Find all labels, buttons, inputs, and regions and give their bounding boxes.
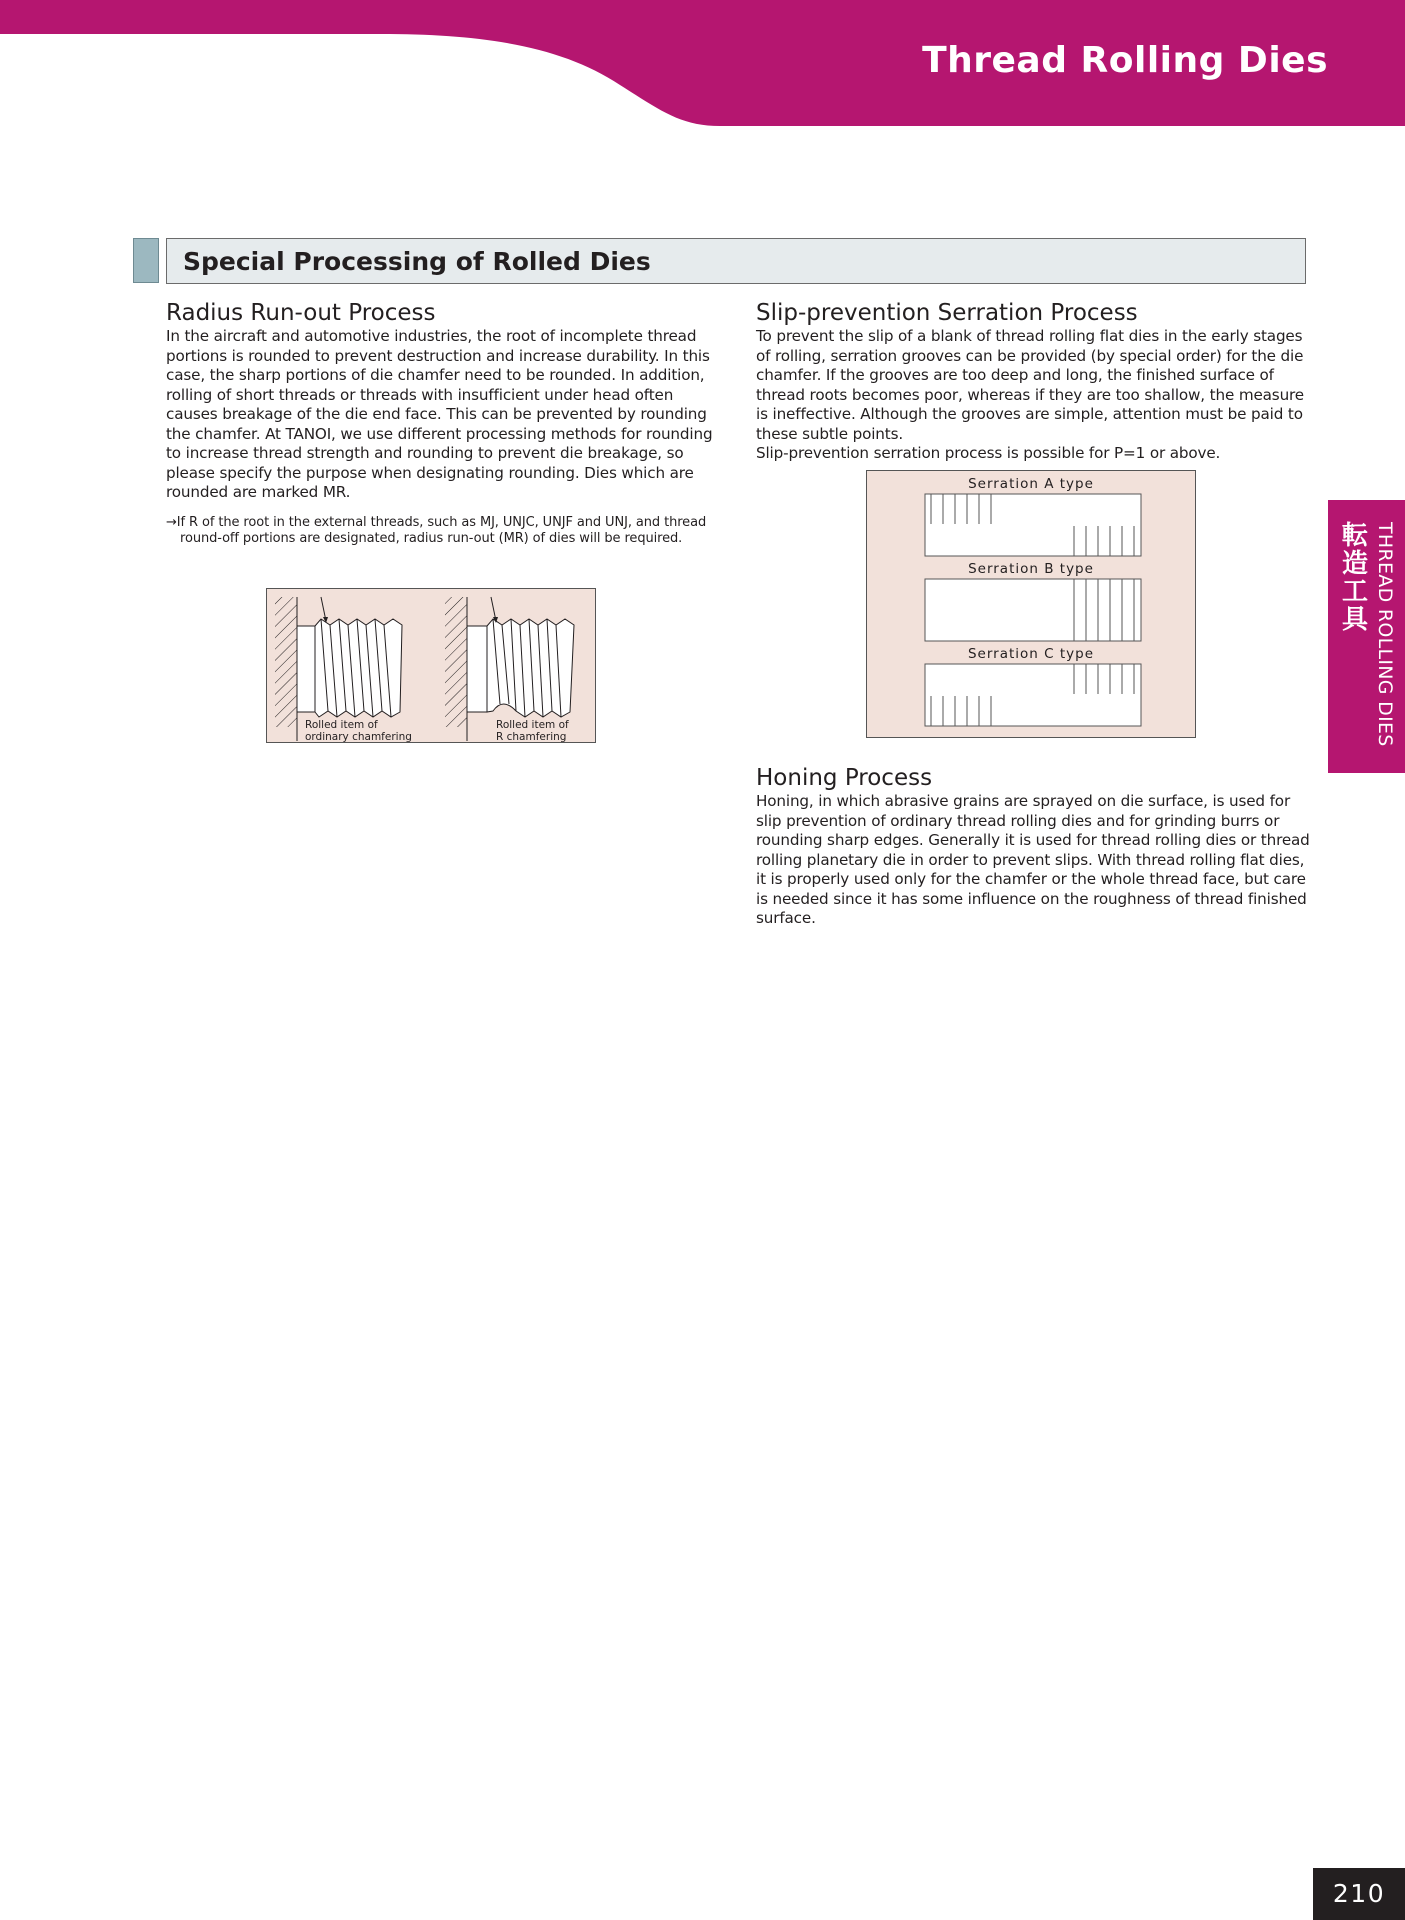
serration-figure [866,470,1196,738]
slip-prevention-section [756,299,1316,464]
honing-heading: Honing Process [756,765,933,791]
slip-prevention-body: To prevent the slip of a blank of thread rolling flat dies in the early stages of rolling, serration grooves can be provided (by special order) for the die chamfer. If the grooves are too deep and long, the finished surface of thread roots becomes poor, whereas if they are too shallow, the measure is ineffective. Although the grooves are simple, attention must be paid to these subtle points. [756,327,1305,443]
serration-b-label: Serration B type [968,561,1094,577]
serration-a-diagram [925,494,1141,556]
honing-body: Honing, in which abrasive grains are sprayed on die surface, is used for slip prevention of ordinary thread rolling dies and for grinding burrs or rounding sharp edges. Generally it is used for thread rolling dies or thread rolling planetary die in order to prevent slips. With thread rolling flat dies, it is properly used only for the chamfer or the whole thread face, but care is needed since it has some influence on the roughness of thread finished surface. [756,792,1310,927]
slip-prevention-body-2: Slip-prevention serration process is possible for P=1 or above. [756,444,1221,462]
radius-runout-heading: Radius Run-out Process [166,300,436,326]
serration-diagrams [867,471,1195,737]
radius-runout-body: In the aircraft and automotive industries, the root of incomplete thread portions is rounded to prevent destruction and increase durability. In this case, the sharp portions of die chamfer need to be rounded. In addition, rolling of short threads or threads with insufficient under head often causes breakage of the die end face. This can be prevented by rounding the chamfer. At TANOI, we use different processing methods for rounding to increase thread strength and rounding to prevent die breakage, so please specify the purpose when designating rounding. Dies which are rounded are marked MR. [166,327,713,501]
radius-runout-figure [266,588,596,743]
serration-b-diagram [925,579,1141,641]
page-number: 210 [1313,1868,1405,1920]
side-index-tab [1328,500,1405,773]
side-tab-english: THREAD ROLLING DIES [1374,522,1396,747]
caption-ordinary-line2: ordinary chamfering [305,731,412,743]
caption-ordinary-line1: Rolled item of [305,719,378,731]
serration-a-label: Serration A type [968,476,1094,492]
page-header-title: Thread Rolling Dies [922,40,1328,81]
radius-runout-note: →If R of the root in the external threads, such as MJ, UNJC, UNJF and UNJ, and thread round-off portions are designated, radius run-out (MR) of dies will be required. [166,514,707,546]
honing-section [756,764,1316,929]
section-title: Special Processing of Rolled Dies [183,247,651,276]
section-marker [133,238,159,283]
serration-c-label: Serration C type [967,646,1095,662]
caption-r-line1: Rolled item of [496,719,569,731]
side-tab-japanese: 転造工具 [1341,521,1368,635]
serration-c-diagram [925,664,1141,726]
radius-runout-section [166,299,726,548]
caption-r-line2: R chamfering [496,731,567,743]
section-title-bar [166,238,1306,284]
slip-prevention-heading: Slip-prevention Serration Process [756,300,1138,326]
